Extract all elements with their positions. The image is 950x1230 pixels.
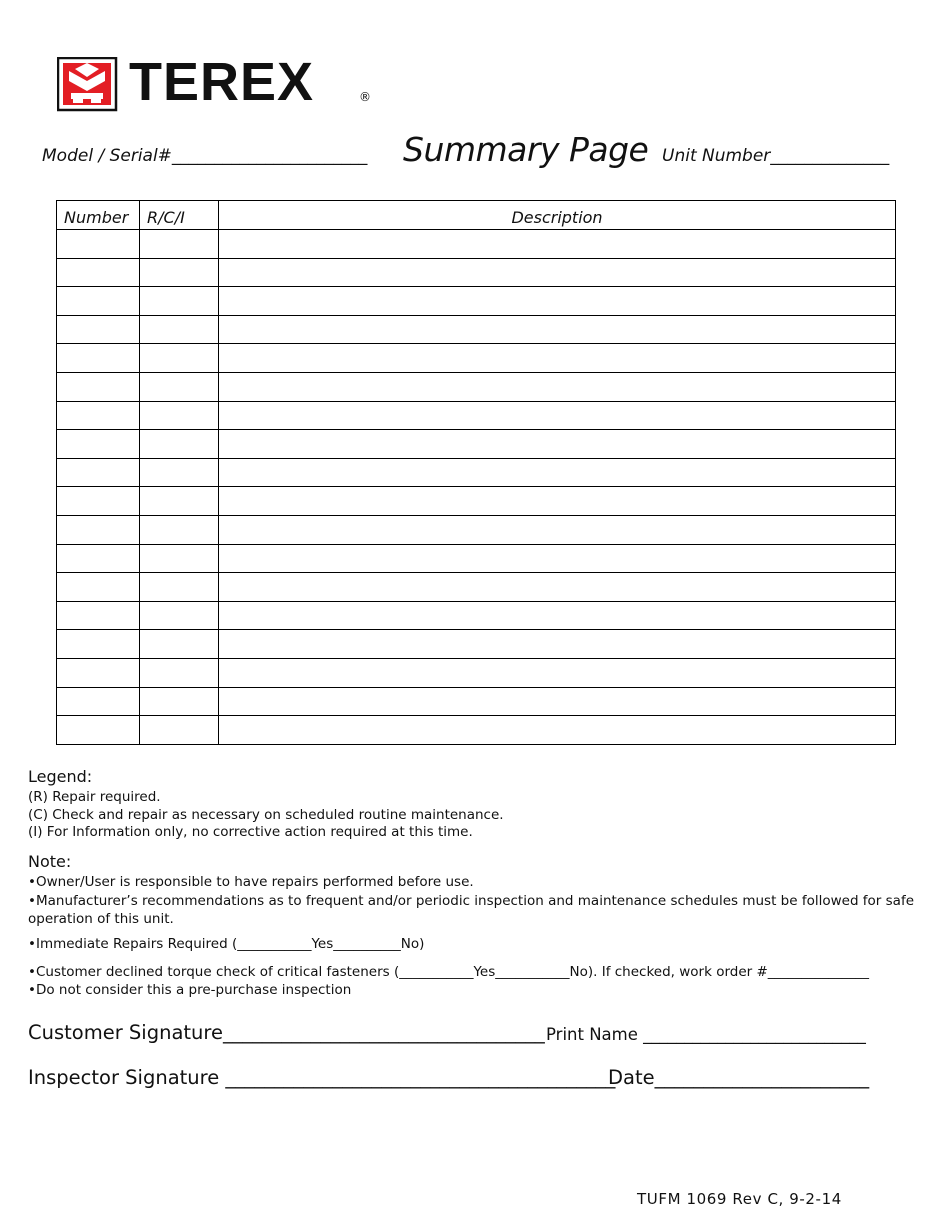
table-header-row [57, 201, 896, 230]
model-serial-field[interactable]: Model / Serial#_______________________ [42, 146, 368, 166]
number-cell[interactable] [57, 315, 140, 344]
table-row [57, 573, 896, 602]
number-cell[interactable] [57, 401, 140, 430]
rci-cell[interactable] [140, 658, 219, 687]
number-cell[interactable] [57, 344, 140, 373]
registered-mark: ® [359, 90, 371, 104]
number-cell[interactable] [57, 658, 140, 687]
description-cell[interactable] [219, 430, 896, 459]
rci-cell[interactable] [140, 315, 219, 344]
description-cell[interactable] [219, 601, 896, 630]
rci-cell[interactable] [140, 601, 219, 630]
rci-cell[interactable] [140, 430, 219, 459]
description-cell[interactable] [219, 344, 896, 373]
page-title: Summary Page [403, 130, 649, 169]
table-row [57, 658, 896, 687]
number-cell[interactable] [57, 430, 140, 459]
table-row [57, 687, 896, 716]
rci-cell[interactable] [140, 544, 219, 573]
note-title: Note: [28, 852, 72, 871]
legend-title: Legend: [28, 767, 93, 786]
table-row [57, 458, 896, 487]
number-cell[interactable] [57, 458, 140, 487]
table-row [57, 430, 896, 459]
table-row [57, 401, 896, 430]
table-row [57, 344, 896, 373]
description-cell[interactable] [219, 230, 896, 259]
inspector-signature-field[interactable]: Inspector Signature ________________________________________ [28, 1066, 616, 1089]
rci-cell[interactable] [140, 344, 219, 373]
table-row [57, 515, 896, 544]
note-pre-purchase: •Do not consider this a pre-purchase inspection [28, 982, 352, 998]
table-row [57, 487, 896, 516]
rci-cell[interactable] [140, 716, 219, 745]
summary-table [56, 200, 896, 745]
legend-item-info: (I) For Information only, no corrective action required at this time. [28, 824, 473, 840]
rci-cell[interactable] [140, 458, 219, 487]
table-row [57, 230, 896, 259]
description-cell[interactable] [219, 458, 896, 487]
table-row [57, 601, 896, 630]
rci-cell[interactable] [140, 372, 219, 401]
table-row [57, 544, 896, 573]
rci-cell[interactable] [140, 630, 219, 659]
description-cell[interactable] [219, 315, 896, 344]
rci-cell[interactable] [140, 515, 219, 544]
rci-cell[interactable] [140, 687, 219, 716]
print-name-field[interactable]: Print Name ___________________________ [546, 1025, 866, 1044]
number-cell[interactable] [57, 515, 140, 544]
note-manufacturer-line1: •Manufacturer’s recommendations as to frequent and/or periodic inspection and maintenance schedules must be followed for safe [28, 893, 915, 909]
date-field[interactable]: Date______________________ [608, 1066, 870, 1089]
legend-item-repair: (R) Repair required. [28, 789, 161, 805]
rci-cell[interactable] [140, 573, 219, 602]
description-cell[interactable] [219, 258, 896, 287]
table-body [57, 230, 896, 745]
number-cell[interactable] [57, 258, 140, 287]
note-owner: •Owner/User is responsible to have repairs performed before use. [28, 874, 474, 890]
brand-name: TEREX [129, 52, 315, 112]
table-row [57, 716, 896, 745]
description-cell[interactable] [219, 487, 896, 516]
torque-check-field[interactable]: •Customer declined torque check of critical fasteners (___________Yes___________No). If checked, work order #_______________ [28, 964, 870, 980]
terex-logo [57, 52, 377, 113]
immediate-repairs-field[interactable]: •Immediate Repairs Required (___________Yes__________No) [28, 936, 425, 952]
table-row [57, 287, 896, 316]
table-row [57, 258, 896, 287]
rci-cell[interactable] [140, 287, 219, 316]
rci-cell[interactable] [140, 401, 219, 430]
description-cell[interactable] [219, 287, 896, 316]
number-cell[interactable] [57, 287, 140, 316]
unit-number-field[interactable]: Unit Number______________ [662, 146, 890, 166]
number-cell[interactable] [57, 601, 140, 630]
legend-item-check: (C) Check and repair as necessary on scheduled routine maintenance. [28, 807, 504, 823]
number-cell[interactable] [57, 630, 140, 659]
note-manufacturer-line2: operation of this unit. [28, 911, 174, 927]
number-cell[interactable] [57, 487, 140, 516]
table-row [57, 372, 896, 401]
number-cell[interactable] [57, 544, 140, 573]
number-cell[interactable] [57, 573, 140, 602]
description-cell[interactable] [219, 573, 896, 602]
form-id: TUFM 1069 Rev C, 9-2-14 [637, 1190, 842, 1208]
rci-cell[interactable] [140, 258, 219, 287]
description-cell[interactable] [219, 544, 896, 573]
description-cell[interactable] [219, 401, 896, 430]
description-cell[interactable] [219, 716, 896, 745]
customer-signature-field[interactable]: Customer Signature_________________________________ [28, 1021, 545, 1044]
description-cell[interactable] [219, 515, 896, 544]
description-cell[interactable] [219, 687, 896, 716]
number-cell[interactable] [57, 687, 140, 716]
column-header-number: Number [57, 201, 140, 230]
number-cell[interactable] [57, 716, 140, 745]
table-row [57, 630, 896, 659]
number-cell[interactable] [57, 372, 140, 401]
description-cell[interactable] [219, 630, 896, 659]
column-header-description: Description [219, 201, 896, 230]
column-header-rci: R/C/I [140, 201, 219, 230]
description-cell[interactable] [219, 658, 896, 687]
rci-cell[interactable] [140, 230, 219, 259]
rci-cell[interactable] [140, 487, 219, 516]
description-cell[interactable] [219, 372, 896, 401]
number-cell[interactable] [57, 230, 140, 259]
table-row [57, 315, 896, 344]
